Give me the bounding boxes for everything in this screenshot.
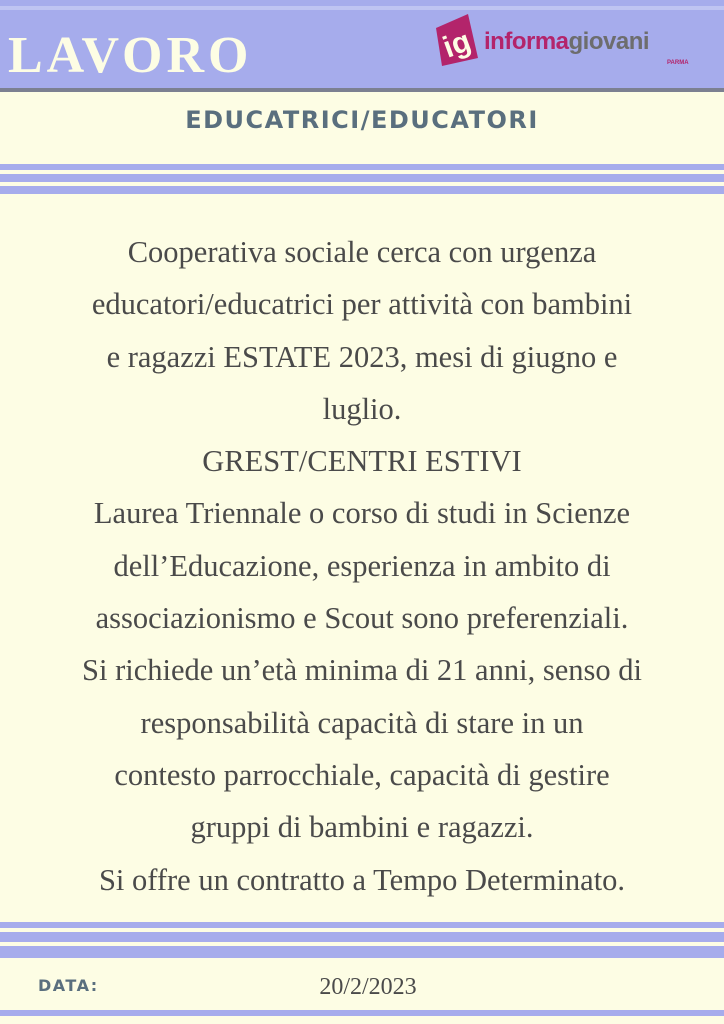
category-heading: LAVORO <box>8 27 253 84</box>
logo-mark-icon <box>428 10 484 70</box>
page-title: EDUCATRICI/EDUCATORI <box>185 106 539 134</box>
description-line: associazionismo e Scout sono preferenziali. <box>95 601 629 636</box>
logo-word-informa: informa <box>484 28 569 55</box>
description-line: contesto parrocchiale, capacità di gestire <box>114 757 610 792</box>
logo-subword: PARMA <box>667 60 689 66</box>
header-divider <box>0 88 724 92</box>
job-description <box>0 226 724 906</box>
description-line: e ragazzi ESTATE 2023, mesi di giugno e <box>106 339 618 374</box>
description-line: Si richiede un’età minima di 21 anni, senso di <box>82 653 642 688</box>
description-line: GREST/CENTRI ESTIVI <box>202 444 522 479</box>
description-line: luglio. <box>322 391 402 426</box>
date-label: DATA: <box>38 976 99 995</box>
description-line: dell’Educazione, esperienza in ambito di <box>113 548 611 583</box>
logo-mark-text: ig <box>438 24 476 65</box>
description-line: responsabilità capacità di stare in un <box>140 705 584 740</box>
description-line: educatori/educatrici per attività con bambini <box>91 287 633 322</box>
informagiovani-logo <box>428 10 698 74</box>
stripe-divider-top <box>0 164 724 196</box>
footer-stripe <box>0 1008 724 1024</box>
logo-wordmark <box>484 30 649 54</box>
date-value: 20/2/2023 <box>319 974 417 1000</box>
description-line: Cooperativa sociale cerca con urgenza <box>127 235 597 269</box>
logo-word-giovani: giovani <box>568 28 650 55</box>
description-line: gruppi di bambini e ragazzi. <box>190 810 534 845</box>
description-line: Si offre un contratto a Tempo Determinato. <box>98 862 626 897</box>
description-line: Laurea Triennale o corso di studi in Scienze <box>93 496 631 531</box>
stripe-divider-bottom <box>0 922 724 962</box>
